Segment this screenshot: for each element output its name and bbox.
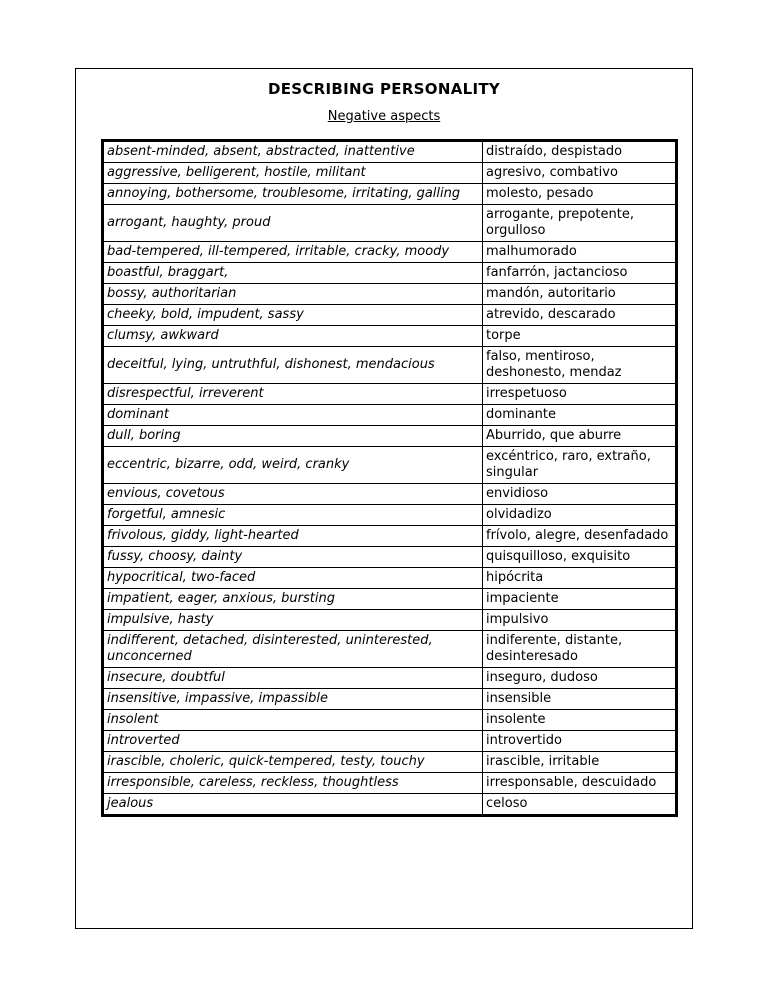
spanish-cell: envidioso xyxy=(483,484,677,505)
english-cell: annoying, bothersome, troublesome, irritating, galling xyxy=(103,184,483,205)
english-cell: forgetful, amnesic xyxy=(103,505,483,526)
english-cell: impatient, eager, anxious, bursting xyxy=(103,589,483,610)
table-row xyxy=(103,284,677,305)
spanish-cell: celoso xyxy=(483,794,677,816)
english-cell: cheeky, bold, impudent, sassy xyxy=(103,305,483,326)
english-cell: disrespectful, irreverent xyxy=(103,384,483,405)
table-row xyxy=(103,305,677,326)
table-row xyxy=(103,794,677,816)
spanish-cell: atrevido, descarado xyxy=(483,305,677,326)
spanish-cell: torpe xyxy=(483,326,677,347)
spanish-cell: molesto, pesado xyxy=(483,184,677,205)
table-row xyxy=(103,526,677,547)
table-row xyxy=(103,141,677,163)
english-cell: fussy, choosy, dainty xyxy=(103,547,483,568)
table-row xyxy=(103,668,677,689)
english-cell: clumsy, awkward xyxy=(103,326,483,347)
spanish-cell: irresponsable, descuidado xyxy=(483,773,677,794)
spanish-cell: irascible, irritable xyxy=(483,752,677,773)
spanish-cell: impulsivo xyxy=(483,610,677,631)
english-cell: frivolous, giddy, light-hearted xyxy=(103,526,483,547)
table-row xyxy=(103,773,677,794)
table-row xyxy=(103,426,677,447)
english-cell: arrogant, haughty, proud xyxy=(103,205,483,242)
table-row xyxy=(103,384,677,405)
english-cell: boastful, braggart, xyxy=(103,263,483,284)
english-cell: eccentric, bizarre, odd, weird, cranky xyxy=(103,447,483,484)
table-row xyxy=(103,710,677,731)
spanish-cell: introvertido xyxy=(483,731,677,752)
spanish-cell: arrogante, prepotente, orgulloso xyxy=(483,205,677,242)
english-cell: bossy, authoritarian xyxy=(103,284,483,305)
english-cell: absent-minded, absent, abstracted, inattentive xyxy=(103,141,483,163)
table-row xyxy=(103,184,677,205)
spanish-cell: impaciente xyxy=(483,589,677,610)
english-cell: irascible, choleric, quick-tempered, testy, touchy xyxy=(103,752,483,773)
table-row xyxy=(103,205,677,242)
spanish-cell: olvidadizo xyxy=(483,505,677,526)
spanish-cell: Aburrido, que aburre xyxy=(483,426,677,447)
table-row xyxy=(103,631,677,668)
table-row xyxy=(103,689,677,710)
table-row xyxy=(103,752,677,773)
table-row xyxy=(103,547,677,568)
spanish-cell: distraído, despistado xyxy=(483,141,677,163)
spanish-cell: fanfarrón, jactancioso xyxy=(483,263,677,284)
spanish-cell: frívolo, alegre, desenfadado xyxy=(483,526,677,547)
table-row xyxy=(103,163,677,184)
table-row xyxy=(103,347,677,384)
spanish-cell: insolente xyxy=(483,710,677,731)
english-cell: insecure, doubtful xyxy=(103,668,483,689)
page-border xyxy=(75,68,693,929)
english-cell: deceitful, lying, untruthful, dishonest, mendacious xyxy=(103,347,483,384)
spanish-cell: indiferente, distante, desinteresado xyxy=(483,631,677,668)
table-row xyxy=(103,326,677,347)
vocab-table-body xyxy=(103,141,677,816)
table-row xyxy=(103,242,677,263)
english-cell: insolent xyxy=(103,710,483,731)
table-row xyxy=(103,589,677,610)
english-cell: indifferent, detached, disinterested, uninterested, unconcerned xyxy=(103,631,483,668)
spanish-cell: malhumorado xyxy=(483,242,677,263)
spanish-cell: excéntrico, raro, extraño, singular xyxy=(483,447,677,484)
english-cell: aggressive, belligerent, hostile, militant xyxy=(103,163,483,184)
table-row xyxy=(103,484,677,505)
english-cell: envious, covetous xyxy=(103,484,483,505)
vocab-table xyxy=(101,139,678,817)
page-subtitle: Negative aspects xyxy=(327,109,441,124)
spanish-cell: irrespetuoso xyxy=(483,384,677,405)
spanish-cell: agresivo, combativo xyxy=(483,163,677,184)
page-title: DESCRIBING PERSONALITY xyxy=(267,80,501,98)
english-cell: dull, boring xyxy=(103,426,483,447)
spanish-cell: falso, mentiroso, deshonesto, mendaz xyxy=(483,347,677,384)
table-row xyxy=(103,610,677,631)
table-row xyxy=(103,505,677,526)
table-row xyxy=(103,405,677,426)
english-cell: introverted xyxy=(103,731,483,752)
english-cell: irresponsible, careless, reckless, thoughtless xyxy=(103,773,483,794)
english-cell: hypocritical, two-faced xyxy=(103,568,483,589)
spanish-cell: insensible xyxy=(483,689,677,710)
english-cell: dominant xyxy=(103,405,483,426)
table-row xyxy=(103,568,677,589)
spanish-cell: dominante xyxy=(483,405,677,426)
spanish-cell: mandón, autoritario xyxy=(483,284,677,305)
english-cell: bad-tempered, ill-tempered, irritable, cracky, moody xyxy=(103,242,483,263)
spanish-cell: quisquilloso, exquisito xyxy=(483,547,677,568)
table-row xyxy=(103,263,677,284)
table-row xyxy=(103,447,677,484)
english-cell: impulsive, hasty xyxy=(103,610,483,631)
spanish-cell: hipócrita xyxy=(483,568,677,589)
spanish-cell: inseguro, dudoso xyxy=(483,668,677,689)
english-cell: insensitive, impassive, impassible xyxy=(103,689,483,710)
english-cell: jealous xyxy=(103,794,483,816)
table-row xyxy=(103,731,677,752)
